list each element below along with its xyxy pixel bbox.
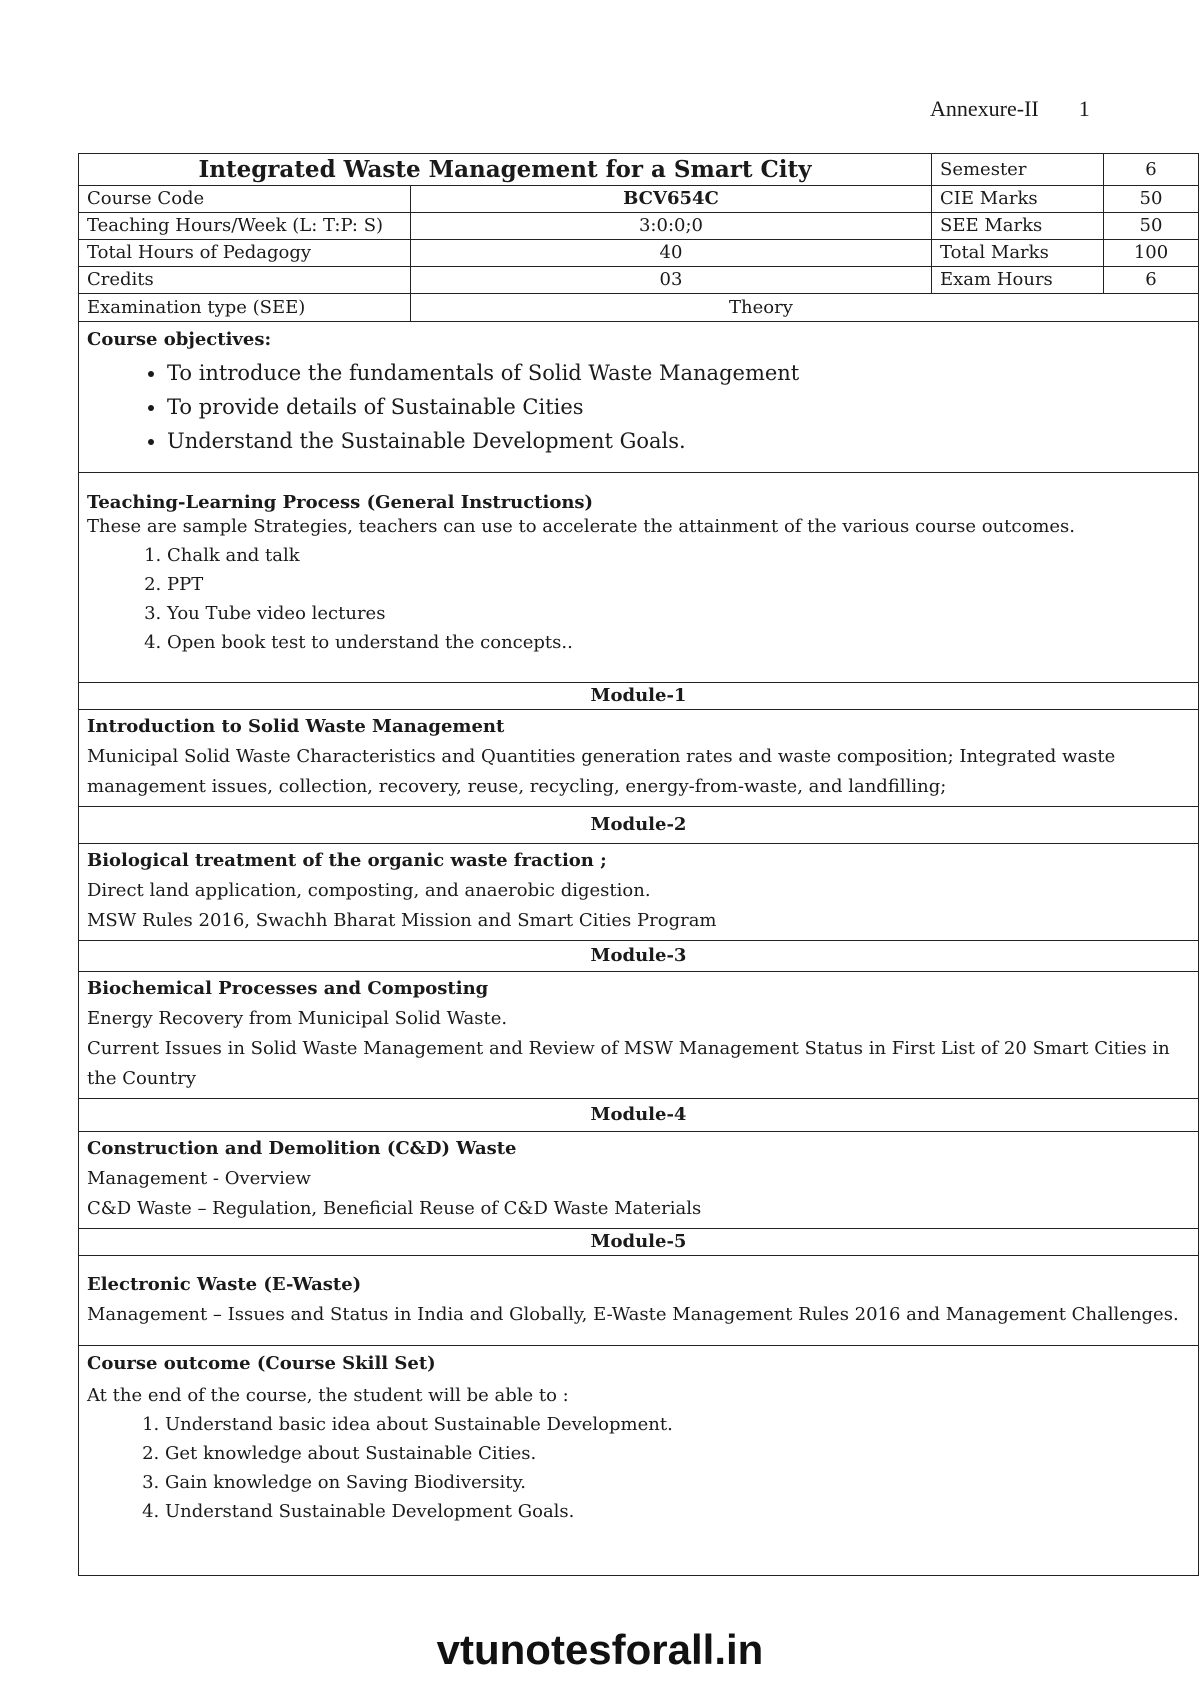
- row-label: Total Hours of Pedagogy: [79, 240, 411, 267]
- list-item: • To provide details of Sustainable Cities: [167, 390, 1190, 424]
- annexure-label: [930, 96, 1090, 122]
- row-value: 40: [411, 240, 932, 267]
- module-2-label: Module-2: [79, 807, 1199, 844]
- module-text: Management – Issues and Status in India and Globally, E-Waste Management Rules 2016 and Management Challenges.: [87, 1303, 1179, 1325]
- list-item: 3. You Tube video lectures: [167, 599, 1190, 628]
- header-row: [79, 213, 1199, 240]
- list-item: 1. Chalk and talk: [167, 541, 1190, 570]
- list-item: 4. Understand Sustainable Development Goals.: [165, 1497, 1190, 1526]
- footer-watermark: vtunotesforall.in: [436, 1626, 764, 1673]
- row-right-value: 6: [1104, 267, 1199, 294]
- row-right-label: CIE Marks: [932, 186, 1104, 213]
- exam-type-value: Theory: [411, 294, 1199, 322]
- list-item: • To introduce the fundamentals of Solid Waste Management: [167, 356, 1190, 390]
- teaching-heading: Teaching-Learning Process (General Instructions): [87, 492, 594, 513]
- module-text: Municipal Solid Waste Characteristics and Quantities generation rates and waste composition; Integrated waste management issues, collection, recovery, reuse, recycling, energy-from-waste, and landfilling;: [87, 746, 1116, 797]
- module-1-content: [79, 710, 1199, 807]
- syllabus-table: [78, 153, 1199, 1576]
- header-row: [79, 240, 1199, 267]
- teaching-intro: These are sample Strategies, teachers can use to accelerate the attainment of the various course outcomes.: [87, 516, 1075, 537]
- module-5-label: Module-5: [79, 1229, 1199, 1256]
- module-heading: Electronic Waste (E-Waste): [87, 1273, 362, 1295]
- module-heading: Construction and Demolition (C&D) Waste: [87, 1138, 517, 1159]
- row-label: Course Code: [79, 186, 411, 213]
- title-row: [79, 154, 1199, 186]
- row-label: Teaching Hours/Week (L: T:P: S): [79, 213, 411, 240]
- module-text: Management - Overview: [87, 1168, 311, 1189]
- module-text: C&D Waste – Regulation, Beneficial Reuse of C&D Waste Materials: [87, 1198, 702, 1219]
- objectives-list: [87, 356, 1190, 458]
- module-4-content: [79, 1132, 1199, 1229]
- annexure-text: Annexure-II: [930, 96, 1039, 121]
- outcome-section: [79, 1346, 1199, 1576]
- row-right-value: 100: [1104, 240, 1199, 267]
- module-heading: Biological treatment of the organic waste fraction ;: [87, 850, 607, 871]
- module-heading: Biochemical Processes and Composting: [87, 978, 489, 999]
- module-1-label: Module-1: [79, 683, 1199, 710]
- header-row: [79, 186, 1199, 213]
- objectives-heading: Course objectives:: [87, 329, 272, 350]
- row-right-label: Exam Hours: [932, 267, 1104, 294]
- exam-type-label: Examination type (SEE): [79, 294, 411, 322]
- row-right-label: Total Marks: [932, 240, 1104, 267]
- module-3-label: Module-3: [79, 941, 1199, 972]
- course-title: Integrated Waste Management for a Smart City: [79, 154, 932, 186]
- outcome-heading: Course outcome (Course Skill Set): [87, 1353, 436, 1374]
- row-label: Credits: [79, 267, 411, 294]
- module-5-content: [79, 1256, 1199, 1346]
- module-4-label: Module-4: [79, 1099, 1199, 1132]
- list-item: 2. PPT: [167, 570, 1190, 599]
- module-text: Current Issues in Solid Waste Management and Review of MSW Management Status in First List of 20 Smart Cities in the Country: [87, 1038, 1170, 1089]
- module-heading: Introduction to Solid Waste Management: [87, 716, 505, 737]
- module-text: Energy Recovery from Municipal Solid Waste.: [87, 1008, 508, 1029]
- teaching-list: [87, 541, 1190, 657]
- module-2-content: [79, 844, 1199, 941]
- objectives-section: [79, 322, 1199, 473]
- semester-value: 6: [1104, 154, 1199, 186]
- semester-label: Semester: [932, 154, 1104, 186]
- row-value: 03: [411, 267, 932, 294]
- outcome-list: [87, 1410, 1190, 1526]
- module-3-content: [79, 972, 1199, 1099]
- list-item: 2. Get knowledge about Sustainable Cities.: [165, 1439, 1190, 1468]
- outcome-intro: At the end of the course, the student will be able to :: [87, 1385, 569, 1406]
- header-row: [79, 267, 1199, 294]
- row-right-value: 50: [1104, 213, 1199, 240]
- list-item: 4. Open book test to understand the concepts..: [167, 628, 1190, 657]
- list-item: 1. Understand basic idea about Sustainable Development.: [165, 1410, 1190, 1439]
- exam-type-row: [79, 294, 1199, 322]
- row-right-value: 50: [1104, 186, 1199, 213]
- row-right-label: SEE Marks: [932, 213, 1104, 240]
- teaching-section: [79, 473, 1199, 683]
- module-text: MSW Rules 2016, Swachh Bharat Mission and Smart Cities Program: [87, 910, 717, 931]
- course-code-value: BCV654C: [411, 186, 932, 213]
- list-item: • Understand the Sustainable Development Goals.: [167, 424, 1190, 458]
- module-text: Direct land application, composting, and anaerobic digestion.: [87, 880, 651, 901]
- page-number: 1: [1078, 96, 1090, 121]
- list-item: 3. Gain knowledge on Saving Biodiversity.: [165, 1468, 1190, 1497]
- row-value: 3:0:0;0: [411, 213, 932, 240]
